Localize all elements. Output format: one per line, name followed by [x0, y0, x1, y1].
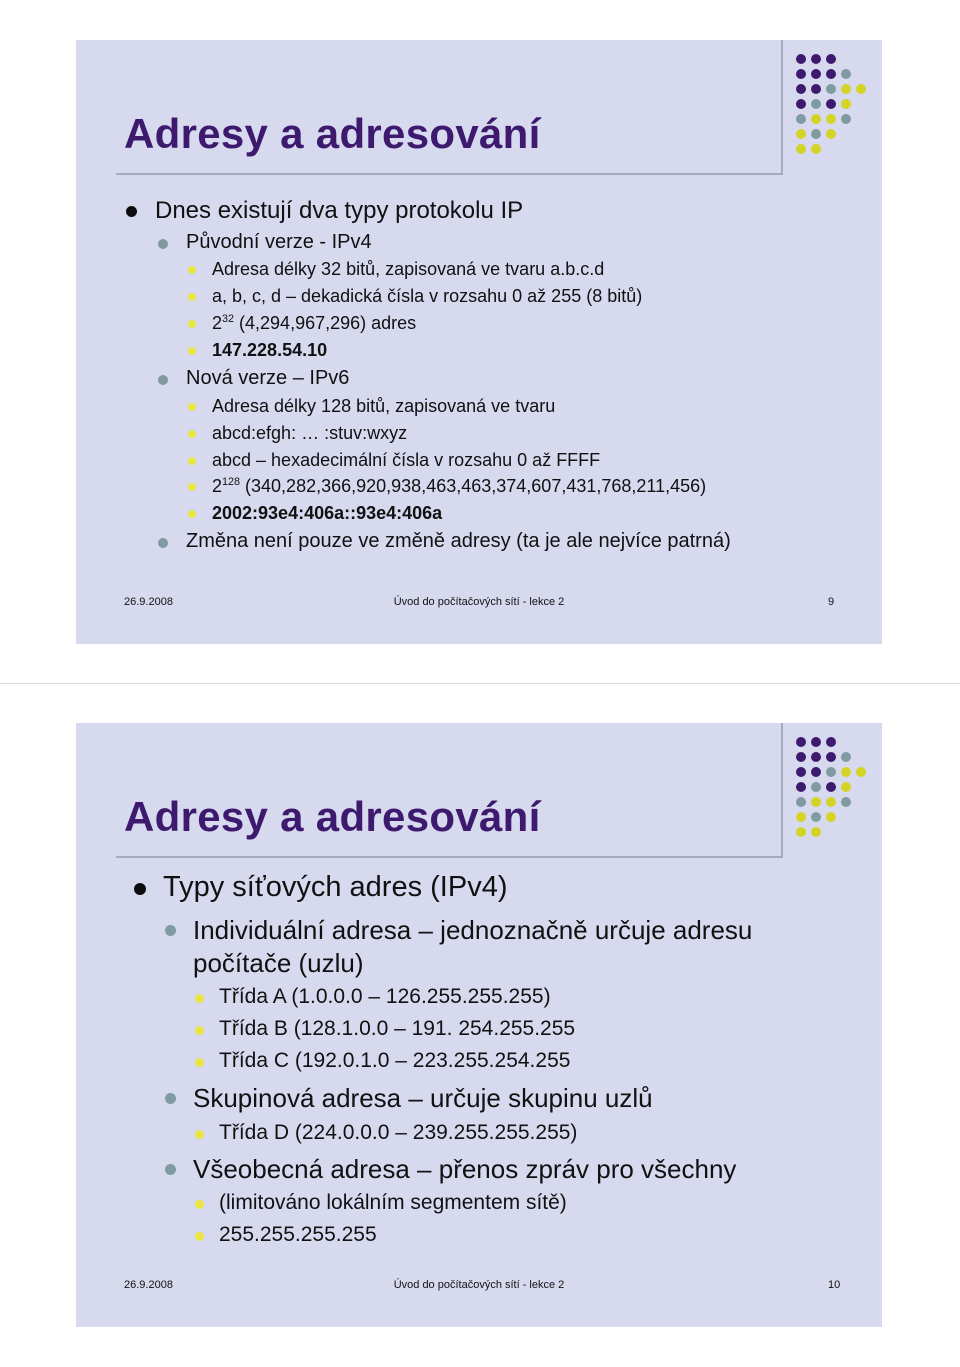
decorative-dot [811, 812, 821, 822]
decorative-dot [841, 99, 851, 109]
power-rest: (4,294,967,296) adres [234, 313, 417, 333]
decorative-dot [811, 752, 821, 762]
bullet-level3: Třída C (192.0.1.0 – 223.255.254.255 [219, 1049, 571, 1072]
bullet-line: Individuální adresa – jednoznačně určuje adresu [193, 915, 753, 945]
decorative-dot [796, 752, 806, 762]
decorative-dot [811, 144, 821, 154]
decorative-dot [826, 99, 836, 109]
footer-title: Úvod do počítačových sítí - lekce 2 [393, 596, 565, 608]
bullet-level1: Dnes existují dva typy protokolu IP [155, 197, 524, 224]
bullet-level3: Adresa délky 128 bitů, zapisovaná ve tvaru [212, 396, 556, 416]
power-exponent: 32 [222, 313, 235, 325]
bullet-level3: Třída B (128.1.0.0 – 191. 254.255.255 [219, 1017, 576, 1040]
decorative-dot [826, 737, 836, 747]
title-divider [116, 173, 782, 175]
decorative-dot [811, 54, 821, 64]
decorative-dot [811, 114, 821, 124]
bullet-level2: Skupinová adresa – určuje skupinu uzlů [193, 1083, 653, 1113]
decorative-dot [796, 114, 806, 124]
decorative-dot [796, 99, 806, 109]
footer-date: 26.9.2008 [124, 596, 173, 608]
page-separator [0, 683, 960, 684]
decorative-dot [826, 54, 836, 64]
decorative-dot [796, 827, 806, 837]
decorative-dot [841, 767, 851, 777]
decorative-dot [826, 812, 836, 822]
slide-number: 9 [828, 596, 835, 608]
bullet-level1: Typy síťových adres (IPv4) [163, 871, 508, 903]
decorative-dot [856, 84, 866, 94]
bullet-line: počítače (uzlu) [193, 948, 364, 978]
decorative-dot [826, 767, 836, 777]
bullet-level3: Adresa délky 32 bitů, zapisovaná ve tvaru a.b.c.d [212, 259, 605, 279]
power-base: 2 [212, 476, 223, 496]
decorative-dot [826, 797, 836, 807]
power-rest: (340,282,366,920,938,463,463,374,607,431,768,211,456) [240, 476, 707, 496]
decorative-dot [811, 827, 821, 837]
bullet-level3: a, b, c, d – dekadická čísla v rozsahu 0 až 255 (8 bitů) [212, 286, 643, 306]
decorative-dot [811, 129, 821, 139]
slide-title: Adresy a adresování [124, 110, 541, 157]
decorative-dot [841, 114, 851, 124]
decorative-dot [841, 69, 851, 79]
slide-number: 10 [828, 1279, 841, 1291]
decorative-dot [796, 737, 806, 747]
bullet-level3: Třída A (1.0.0.0 – 126.255.255.255) [219, 985, 551, 1008]
decorative-dot [796, 782, 806, 792]
bullet-level2: Nová verze – IPv6 [186, 367, 350, 389]
bullet-level3: Třída D (224.0.0.0 – 239.255.255.255) [219, 1121, 578, 1144]
footer-title: Úvod do počítačových sítí - lekce 2 [393, 1279, 565, 1291]
bullet-level3: abcd:efgh: … :stuv:wxyz [212, 423, 408, 443]
bullet-level3: 147.228.54.10 [212, 340, 328, 360]
decorative-dot [826, 129, 836, 139]
decorative-dot [796, 144, 806, 154]
decorative-dot [841, 797, 851, 807]
decorative-dot [811, 737, 821, 747]
bullet-level2-multiline [193, 914, 752, 980]
decorative-dot [811, 69, 821, 79]
bullet-level3-power [212, 476, 706, 497]
decorative-dot [826, 114, 836, 124]
slide-title: Adresy a adresování [124, 793, 541, 840]
decorative-dot [796, 69, 806, 79]
decorative-dot [796, 84, 806, 94]
bullet-level2: Změna není pouze ve změně adresy (ta je ale nejvíce patrná) [186, 530, 731, 552]
decorative-dot [826, 752, 836, 762]
footer-date: 26.9.2008 [124, 1279, 173, 1291]
slide-9 [76, 40, 882, 644]
decorative-dot [811, 767, 821, 777]
decorative-dot [811, 782, 821, 792]
decorative-dot [826, 84, 836, 94]
bullet-level3-power [212, 313, 416, 334]
slide-10 [76, 723, 882, 1327]
decorative-dot [796, 767, 806, 777]
title-divider-vertical [781, 40, 783, 175]
decorative-dot [841, 84, 851, 94]
decorative-dot [826, 782, 836, 792]
title-divider [116, 856, 782, 858]
decorative-dot [796, 797, 806, 807]
decorative-dot [841, 782, 851, 792]
decorative-dot [811, 797, 821, 807]
bullet-level3: (limitováno lokálním segmentem sítě) [219, 1191, 567, 1214]
power-base: 2 [212, 313, 223, 333]
bullet-level3: 2002:93e4:406a::93e4:406a [212, 503, 443, 523]
decorative-dot [811, 99, 821, 109]
bullet-level3: 255.255.255.255 [219, 1223, 377, 1246]
decorative-dot [826, 69, 836, 79]
title-divider-vertical [781, 723, 783, 858]
decorative-dot [796, 129, 806, 139]
decorative-dot [796, 812, 806, 822]
decorative-dot [796, 54, 806, 64]
power-exponent: 128 [222, 476, 241, 488]
bullet-level2: Původní verze - IPv4 [186, 231, 372, 253]
decorative-dot [856, 767, 866, 777]
bullet-level3: abcd – hexadecimální čísla v rozsahu 0 až FFFF [212, 450, 601, 470]
bullet-level2: Všeobecná adresa – přenos zpráv pro všechny [193, 1154, 737, 1184]
decorative-dot [841, 752, 851, 762]
decorative-dot [811, 84, 821, 94]
